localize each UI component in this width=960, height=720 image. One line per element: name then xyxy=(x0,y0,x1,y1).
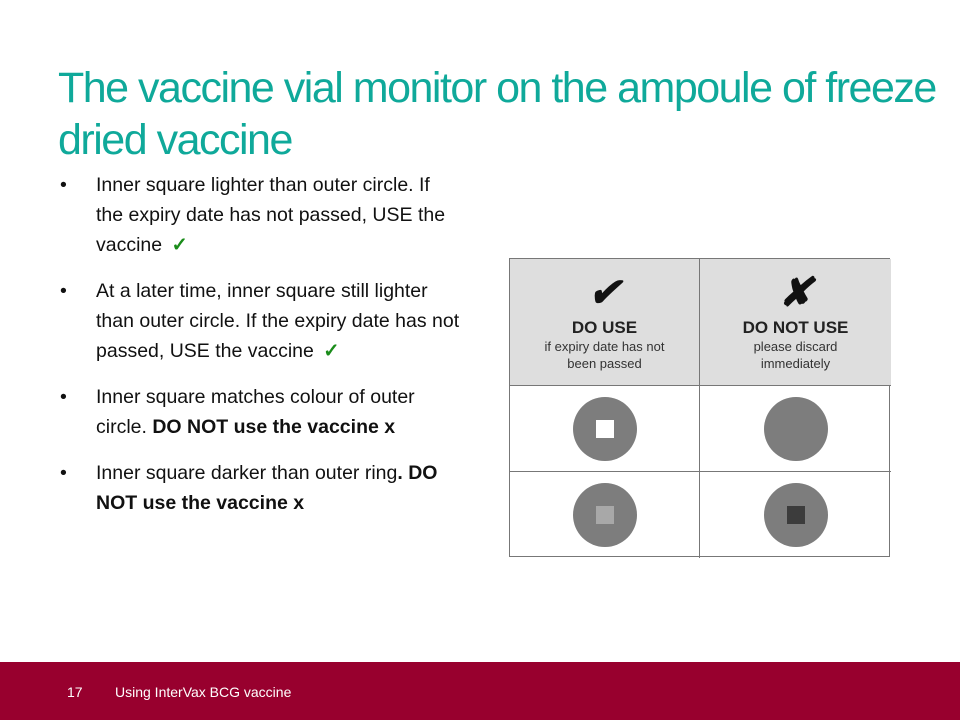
vvm-table xyxy=(509,258,890,557)
vvm-circle-icon xyxy=(764,483,828,547)
do-use-note-line2: been passed xyxy=(567,356,642,371)
vvm-cell-discard-stage2 xyxy=(700,472,891,558)
vvm-circle-matching-icon xyxy=(764,397,828,461)
slide-title: The vaccine vial monitor on the ampoule of freeze dried vaccine xyxy=(58,64,936,164)
bullet-icon: • xyxy=(60,386,67,408)
checkmark-icon: ✓ xyxy=(323,340,340,362)
list-item xyxy=(52,458,462,518)
bullet-text: At a later time, inner square still lighter than outer circle. If the expiry date has not passed, USE the vaccine xyxy=(96,280,460,362)
vvm-circle-icon xyxy=(573,483,637,547)
bullet-icon: • xyxy=(60,174,67,196)
bullet-text: Inner square matches colour of outer circle. xyxy=(96,386,415,438)
do-not-use-note-line2: immediately xyxy=(760,356,831,371)
vvm-cell-use-stage2 xyxy=(510,472,700,558)
do-use-note-line1: if expiry date has not xyxy=(544,339,665,354)
inner-square-dark-icon xyxy=(787,506,805,524)
vvm-cell-discard-stage1 xyxy=(700,386,891,472)
do-not-use-note-line1: please discard xyxy=(753,339,838,354)
vvm-cell-use-stage1 xyxy=(510,386,700,472)
bullet-bold-text: . DO NOT use the vaccine x xyxy=(96,462,438,514)
list-item xyxy=(52,382,462,442)
vvm-circle-icon xyxy=(573,397,637,461)
cross-mark-icon: ✘ xyxy=(778,271,813,315)
do-use-label: DO USE xyxy=(571,318,638,337)
inner-square-light-icon xyxy=(596,506,614,524)
bullet-text: Inner square lighter than outer circle. If the expiry date has not passed, USE the vaccine xyxy=(96,174,446,256)
bullet-list xyxy=(52,170,462,534)
check-mark-icon: ✔ xyxy=(587,271,622,315)
do-not-use-header xyxy=(700,259,891,386)
bullet-text: Inner square darker than outer ring xyxy=(96,462,398,484)
bullet-icon: • xyxy=(60,462,67,484)
list-item xyxy=(52,276,462,366)
page-number: 17 xyxy=(67,684,83,700)
footer-bar xyxy=(0,662,960,720)
inner-square-white-icon xyxy=(596,420,614,438)
do-not-use-label: DO NOT USE xyxy=(742,318,849,337)
list-item xyxy=(52,170,462,260)
bullet-bold-text: DO NOT use the vaccine x xyxy=(152,416,396,438)
checkmark-icon: ✓ xyxy=(171,234,188,256)
do-use-header xyxy=(510,259,700,386)
bullet-icon: • xyxy=(60,280,67,302)
footer-title: Using InterVax BCG vaccine xyxy=(115,684,292,700)
